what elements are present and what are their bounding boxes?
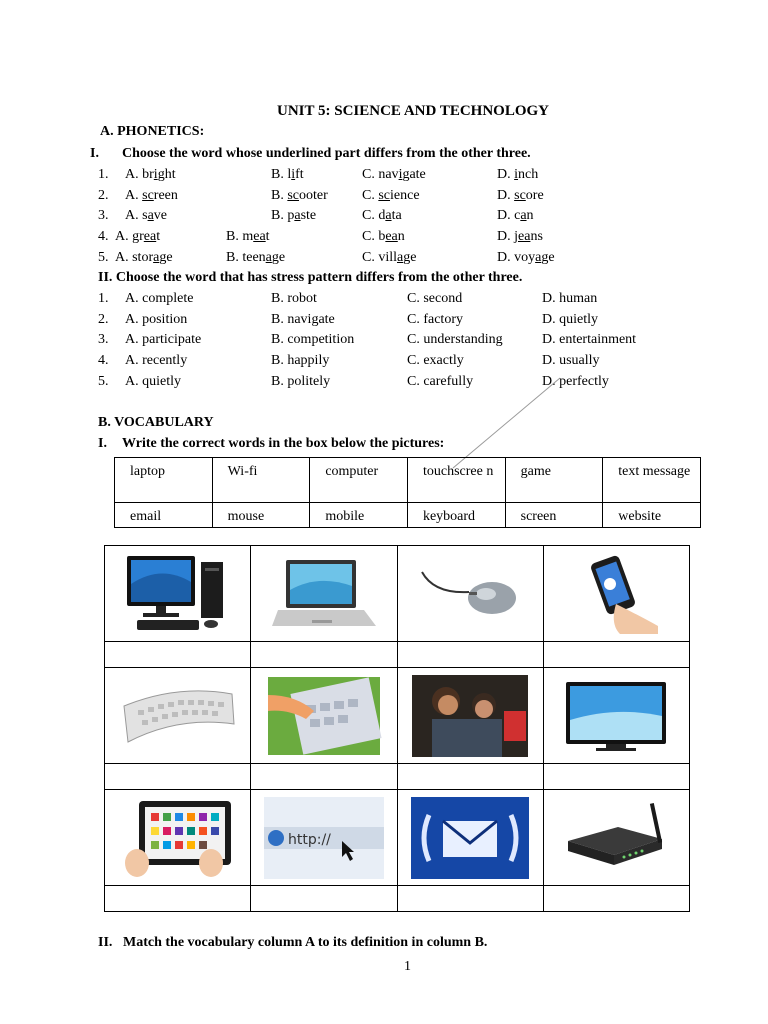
word-box-cell: game: [505, 458, 603, 503]
part1-number: I.: [90, 146, 99, 161]
answer-option-b[interactable]: B. competition: [271, 332, 355, 347]
picture-cell: [105, 546, 251, 642]
answer-option-c[interactable]: C. factory: [407, 312, 463, 327]
answer-option-d[interactable]: D. usually: [542, 353, 600, 368]
answer-option-b[interactable]: B. lift: [271, 167, 304, 182]
tv-screen-icon: [560, 676, 672, 756]
answer-option-a[interactable]: A. bright: [125, 167, 176, 182]
answer-option-a[interactable]: A. recently: [125, 353, 188, 368]
vocab-part2-instruction: Match the vocabulary column A to its definition in column B.: [123, 935, 488, 950]
question-number: 5.: [98, 250, 109, 265]
answer-option-c[interactable]: C. data: [362, 208, 402, 223]
answer-option-d[interactable]: D. can: [497, 208, 534, 223]
answer-option-c[interactable]: C. village: [362, 250, 417, 265]
website-browser-icon: [264, 797, 384, 879]
answer-blank[interactable]: [397, 886, 543, 912]
answer-option-d[interactable]: D. score: [497, 188, 544, 203]
game-icon: [412, 675, 528, 757]
answer-option-c[interactable]: C. navigate: [362, 167, 426, 182]
answer-option-c[interactable]: C. carefully: [407, 374, 474, 389]
keyboard-icon: [118, 676, 238, 756]
part2-instruction: II. Choose the word that has stress pattern differs from the other three.: [98, 270, 523, 285]
answer-option-b[interactable]: B. navigate: [271, 312, 335, 327]
answer-option-a[interactable]: A. great: [115, 229, 161, 244]
answer-blank[interactable]: [105, 886, 251, 912]
question-number: 1.: [98, 167, 109, 182]
picture-cell: [105, 668, 251, 764]
answer-option-b[interactable]: B. meat: [226, 229, 270, 244]
word-box-cell: keyboard: [407, 503, 505, 528]
picture-cell: [543, 668, 689, 764]
email-icon: [411, 797, 529, 879]
tablet-apps-icon: [123, 797, 233, 879]
vocab-part1-number: I.: [98, 436, 107, 451]
answer-blank[interactable]: [543, 764, 689, 790]
answer-blank[interactable]: [543, 642, 689, 668]
answer-blank[interactable]: [105, 764, 251, 790]
question-number: 5.: [98, 374, 109, 389]
word-box-cell: website: [603, 503, 701, 528]
vocab-part1-instruction: Write the correct words in the box below the pictures:: [122, 436, 445, 451]
mobile-phone-icon: [560, 554, 672, 634]
picture-cell: [397, 790, 543, 886]
wifi-router-icon: [558, 797, 674, 879]
question-number: 3.: [98, 208, 109, 223]
document-title: UNIT 5: SCIENCE AND TECHNOLOGY: [277, 103, 549, 119]
desktop-computer-icon: [123, 554, 233, 634]
answer-option-d[interactable]: D. inch: [497, 167, 539, 182]
section-a-heading: A. PHONETICS:: [100, 124, 205, 139]
picture-cell: [105, 790, 251, 886]
picture-cell: [543, 546, 689, 642]
word-box-table: [114, 457, 701, 528]
answer-blank[interactable]: [251, 764, 397, 790]
picture-cell: [397, 668, 543, 764]
answer-option-a[interactable]: A. participate: [125, 332, 202, 347]
answer-option-a[interactable]: A. storage: [115, 250, 173, 265]
answer-blank[interactable]: [543, 886, 689, 912]
vocab-part2-number: II.: [98, 935, 113, 950]
part1-instruction: Choose the word whose underlined part differs from the other three.: [122, 146, 531, 161]
picture-cell: [543, 790, 689, 886]
question-number: 1.: [98, 291, 109, 306]
question-number: 4.: [98, 229, 109, 244]
answer-option-c[interactable]: C. understanding: [407, 332, 503, 347]
answer-option-a[interactable]: A. position: [125, 312, 188, 327]
answer-option-b[interactable]: B. teenage: [226, 250, 286, 265]
answer-option-d[interactable]: D. perfectly: [542, 374, 609, 389]
word-box-cell: email: [115, 503, 213, 528]
word-box-cell: laptop: [115, 458, 213, 503]
answer-option-a[interactable]: A. quietly: [125, 374, 181, 389]
word-box-cell: screen: [505, 503, 603, 528]
word-box-cell: text message: [603, 458, 701, 503]
answer-option-a[interactable]: A. screen: [125, 188, 178, 203]
word-box-cell: mobile: [310, 503, 408, 528]
word-box-cell: touchscree n: [407, 458, 505, 503]
word-box-cell: computer: [310, 458, 408, 503]
answer-option-b[interactable]: B. happily: [271, 353, 330, 368]
answer-option-a[interactable]: A. complete: [125, 291, 194, 306]
answer-blank[interactable]: [397, 642, 543, 668]
answer-option-d[interactable]: D. human: [542, 291, 598, 306]
picture-cell: [397, 546, 543, 642]
picture-cell: [251, 790, 397, 886]
answer-blank[interactable]: [397, 764, 543, 790]
answer-option-d[interactable]: D. quietly: [542, 312, 598, 327]
touchscreen-icon: [266, 675, 382, 757]
question-number: 3.: [98, 332, 109, 347]
question-number: 4.: [98, 353, 109, 368]
page-number: 1: [404, 959, 411, 974]
answer-option-d[interactable]: D. voyage: [497, 250, 555, 265]
answer-blank[interactable]: [251, 886, 397, 912]
word-box-cell: Wi-fi: [212, 458, 310, 503]
laptop-icon: [268, 554, 380, 634]
answer-option-c[interactable]: C. bean: [362, 229, 405, 244]
question-number: 2.: [98, 188, 109, 203]
answer-option-d[interactable]: D. jeans: [497, 229, 543, 244]
question-number: 2.: [98, 312, 109, 327]
answer-option-c[interactable]: C. science: [362, 188, 420, 203]
picture-cell: [251, 546, 397, 642]
picture-grid: [104, 545, 690, 912]
answer-option-b[interactable]: B. politely: [271, 374, 331, 389]
answer-option-d[interactable]: D. entertainment: [542, 332, 637, 347]
answer-option-b[interactable]: B. robot: [271, 291, 317, 306]
answer-option-c[interactable]: C. second: [407, 291, 463, 306]
svg-text:http://: http://: [287, 831, 331, 848]
answer-blank[interactable]: [105, 642, 251, 668]
word-box-cell: mouse: [212, 503, 310, 528]
answer-option-a[interactable]: A. save: [125, 208, 167, 223]
mouse-icon: [414, 554, 526, 634]
answer-option-b[interactable]: B. scooter: [271, 188, 328, 203]
answer-option-b[interactable]: B. paste: [271, 208, 317, 223]
answer-option-c[interactable]: C. exactly: [407, 353, 464, 368]
answer-blank[interactable]: [251, 642, 397, 668]
picture-cell: [251, 668, 397, 764]
section-b-heading: B. VOCABULARY: [98, 415, 214, 430]
